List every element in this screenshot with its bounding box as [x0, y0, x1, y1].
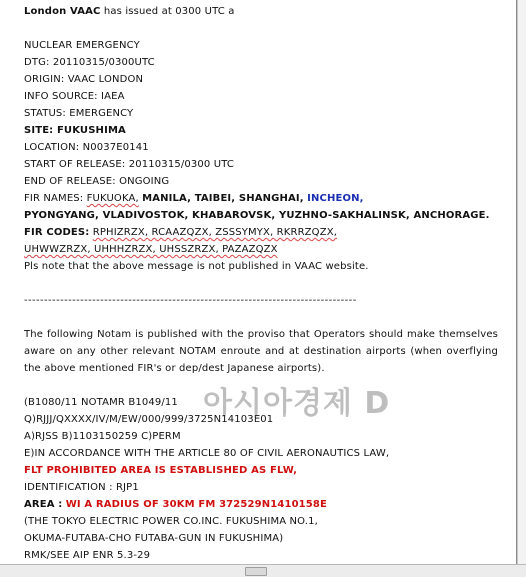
intro-bold: London VAAC [24, 6, 101, 17]
watermark-logo: 아시아경제 D [203, 386, 391, 421]
end-release-line: END OF RELEASE: ONGOING [24, 176, 170, 187]
notam-line-10: RMK/SEE AIP ENR 5.3-29 [24, 550, 151, 561]
fir-codes-line-2: UHWWZRZX, UHHHZRZX, UHSSZRZX, PAZAZQZX [24, 244, 278, 255]
location-line: LOCATION: N0037E0141 [24, 142, 149, 153]
notam-document [24, 0, 510, 564]
fir-names-line-2: PYONGYANG, VLADIVOSTOK, KHABAROVSK, YUZHNO-SAKHALINSK, ANCHORAGE. [24, 210, 490, 221]
area-value: WI A RADIUS OF 30KM FM 372529N1410158E [65, 499, 327, 510]
intro-rest: has issued at 0300 UTC a [103, 6, 235, 17]
proviso-paragraph: The following Notam is published with the proviso that Operators should make themselves aware on any other relevant NOTAM enroute and at destination airports (when overflying the above mentioned FIR's or dep/dest Japanese airports). [24, 329, 498, 374]
fir-codes-1: RPHIZRZX, RCAAZQZX, ZSSSYMYX, RKRRZQZX, [92, 227, 338, 238]
fir-bold-list: MANILA, TAIBEI, SHANGHAI, [142, 193, 304, 204]
scrollbar-thumb[interactable] [245, 567, 267, 576]
status-line: STATUS: EMERGENCY [24, 108, 134, 119]
note-line: Pls note that the above message is not published in VAAC website. [24, 261, 369, 272]
origin-line: ORIGIN: VAAC LONDON [24, 74, 144, 85]
fir-incheon: INCHEON, [307, 193, 364, 204]
notam-area-line [24, 496, 510, 513]
start-release-line: START OF RELEASE: 20110315/0300 UTC [24, 159, 235, 170]
notam-line-5: FLT PROHIBITED AREA IS ESTABLISHED AS FLW, [24, 465, 298, 476]
notam-line-8: (THE TOKYO ELECTRIC POWER CO.INC. FUKUSHIMA NO.1, [24, 516, 318, 527]
intro-line [24, 3, 510, 20]
notam-line-4: E)IN ACCORDANCE WITH THE ARTICLE 80 OF CIVIL AERONAUTICS LAW, [24, 448, 390, 459]
site-line: SITE: FUKUSHIMA [24, 125, 126, 136]
fir-codes-label: FIR CODES: [24, 227, 90, 238]
fir-names-label: FIR NAMES: [24, 193, 87, 204]
notam-line-1: (B1080/11 NOTAMR B1049/11 [24, 397, 178, 408]
fir-names-line [24, 190, 510, 207]
notam-line-2: Q)RJJJ/QXXXX/IV/M/EW/000/999/3725N14103E01 [24, 414, 274, 425]
header-line: NUCLEAR EMERGENCY [24, 40, 140, 51]
vertical-scrollbar[interactable] [517, 0, 526, 564]
fir-fukuoka: FUKUOKA, [86, 193, 139, 204]
notam-line-9: OKUMA-FUTABA-CHO FUTABA-GUN IN FUKUSHIMA) [24, 533, 284, 544]
info-source-line: INFO SOURCE: IAEA [24, 91, 125, 102]
notam-line-3: A)RJSS B)1103150259 C)PERM [24, 431, 181, 442]
area-label: AREA : [24, 499, 63, 510]
notam-line-6: IDENTIFICATION : RJP1 [24, 482, 139, 493]
fir-codes-line [24, 224, 510, 241]
dtg-line: DTG: 20110315/0300UTC [24, 57, 155, 68]
separator-line: ----------------------------------------------------------------------------------- [24, 295, 357, 306]
horizontal-scrollbar[interactable] [0, 564, 526, 577]
